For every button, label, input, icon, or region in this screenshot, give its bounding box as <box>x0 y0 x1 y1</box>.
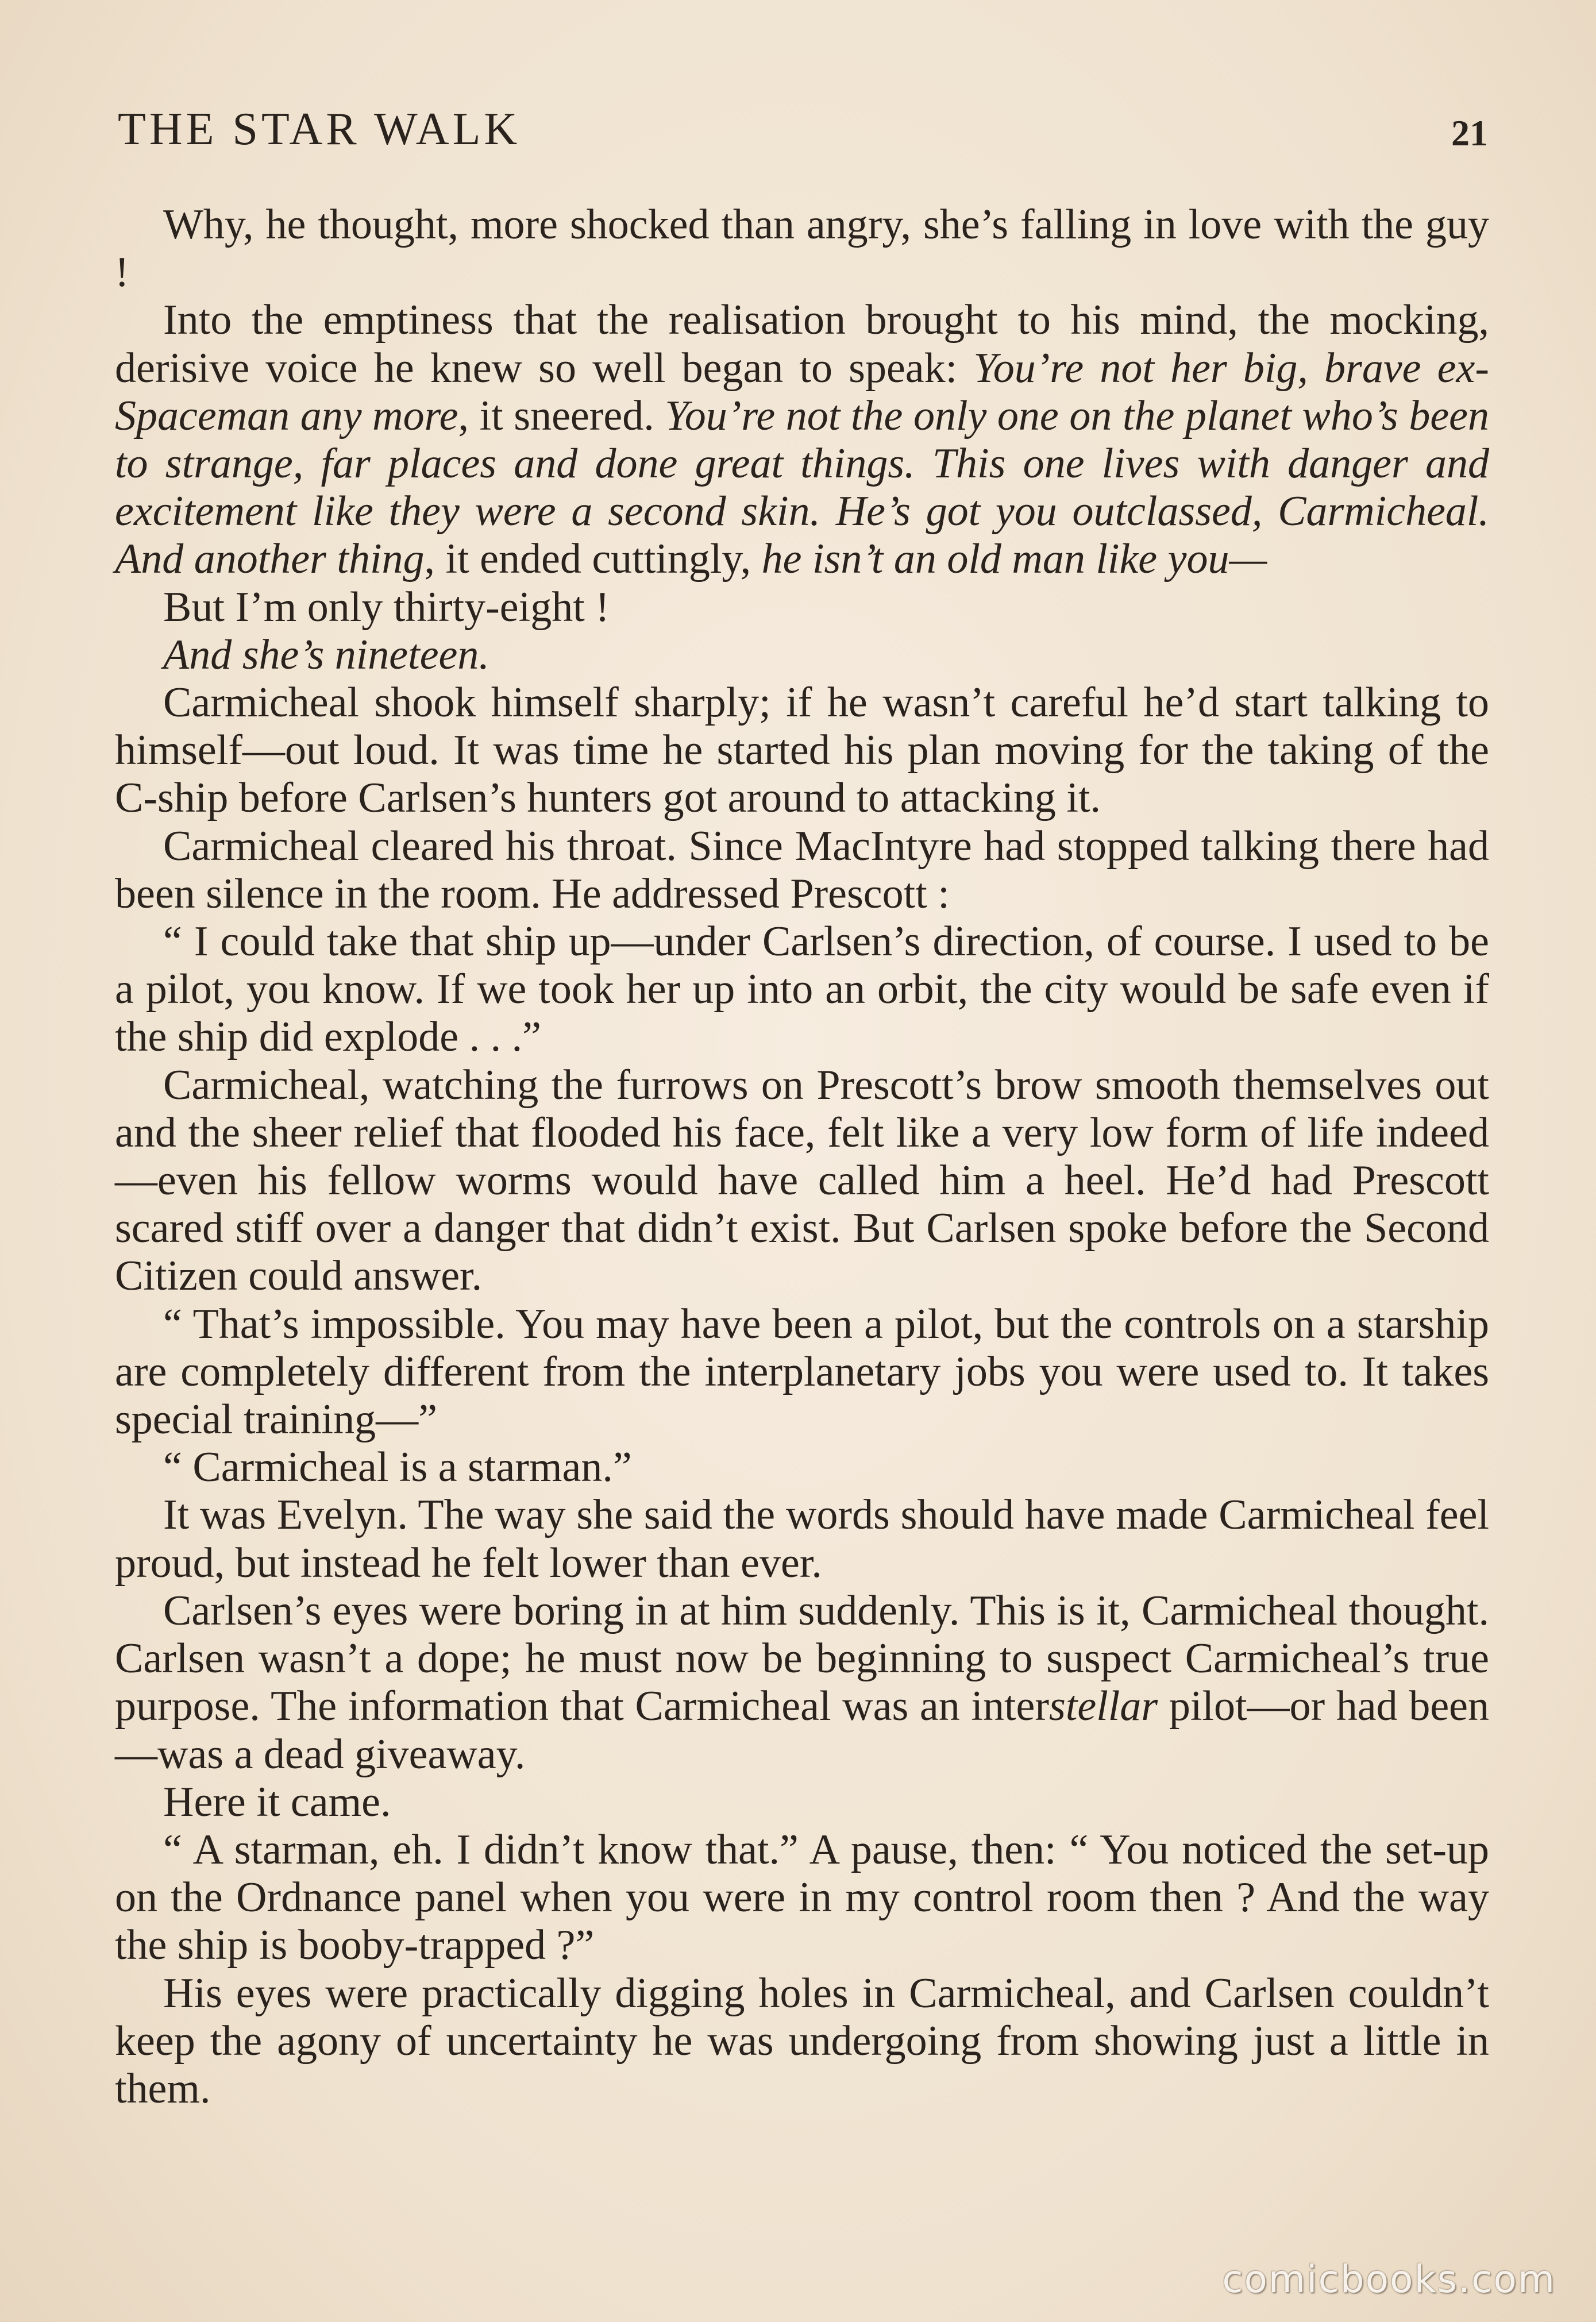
paragraph <box>115 296 1489 583</box>
text-run: “ Carmicheal is a starman.” <box>163 1444 632 1491</box>
text-run: “ A starman, eh. I didn’t know that.” A pause, then: “ You noticed the set-up on the Ordnance panel when you were in my control room then ? And the way the ship is booby-trapped ?” <box>115 1826 1489 1969</box>
italic-run: he isn’t an old man like you— <box>761 535 1267 583</box>
text-run: Carlsen’s eyes were boring in at him suddenly. This is it, Carmicheal thought. Carlsen wasn’t a dope; he must now be beginning to suspect Carmicheal’s true purpose. The information that Carmicheal was an inter <box>115 1587 1489 1730</box>
text-run: “ That’s impossible. You may have been a pilot, but the controls on a starship are completely different from the interplanetary jobs you were used to. It takes special training—” <box>115 1300 1489 1444</box>
paragraph <box>115 679 1489 823</box>
text-run: His eyes were practically digging holes in Carmicheal, and Carlsen couldn’t keep the agony of uncertainty he was undergoing from showing just a little in them. <box>115 1969 1489 2112</box>
italic-run: You’re not her big, brave ex-Spaceman any more <box>115 344 1489 439</box>
paragraph <box>115 201 1489 296</box>
italic-run: stellar <box>1049 1683 1158 1730</box>
text-run: pilot—or had been—was a dead giveaway. <box>115 1683 1490 1778</box>
body-text <box>115 201 1489 2113</box>
paragraph <box>115 1779 1489 1826</box>
text-run: Into the emptiness that the realisation brought to his mind, the mocking, derisive voice he knew so well began to speak: <box>115 296 1489 392</box>
text-run: Why, he thought, more shocked than angry, she’s falling in love with the guy ! <box>115 201 1489 296</box>
text-run: Carmicheal, watching the furrows on Prescott’s brow smooth themselves out and the sheer relief that flooded his face, felt like a very low form of life indeed—even his fellow worms would have called him a heel. He’d had Prescott scared stiff over a danger that didn’t exist. But Carlsen spoke before the Second Citizen could answer. <box>115 1061 1489 1300</box>
text-run: It was Evelyn. The way she said the words should have made Carmicheal feel proud, but instead he felt lower than ever. <box>115 1491 1489 1587</box>
text-run: , it sneered. <box>458 392 665 439</box>
running-head <box>118 98 1488 161</box>
paragraph <box>115 1826 1489 1970</box>
page-number: 21 <box>1451 113 1488 153</box>
watermark: comicbooks.com <box>1222 2257 1556 2301</box>
italic-run: You’re not the only one on the planet who’s been to strange, far places and done great things. This one lives with danger and excitement like they were a second skin. He’s got you outclassed, Carmicheal. And another thing <box>115 392 1490 583</box>
paragraph <box>115 1301 1489 1444</box>
text-run: But I’m only thirty-eight ! <box>163 583 610 631</box>
text-run: Carmicheal cleared his throat. Since MacIntyre had stopped talking there had been silence in the room. He addressed Prescott : <box>115 822 1489 917</box>
paragraph <box>115 1444 1489 1491</box>
book-title: THE STAR WALK <box>118 104 521 155</box>
paragraph <box>115 918 1489 1062</box>
italic-run: And she’s nineteen. <box>163 631 489 678</box>
paragraph <box>115 823 1489 918</box>
text-run: “ I could take that ship up—under Carlsen’s direction, of course. I used to be a pilot, you know. If we took her up into an orbit, the city would be safe even if the ship did explode . . .” <box>115 918 1489 1061</box>
text-run: Here it came. <box>163 1778 391 1826</box>
paragraph <box>115 1062 1489 1301</box>
paragraph <box>115 1491 1489 1587</box>
paragraph <box>115 584 1489 631</box>
paragraph <box>115 1587 1489 1779</box>
paragraph <box>115 1970 1489 2113</box>
text-run: Carmicheal shook himself sharply; if he wasn’t careful he’d start talking to himself—out loud. It was time he started his plan moving for the taking of the C-ship before Carlsen’s hunters got around to attacking it. <box>115 679 1489 822</box>
text-run: , it ended cuttingly, <box>424 535 762 583</box>
paragraph <box>115 631 1489 679</box>
